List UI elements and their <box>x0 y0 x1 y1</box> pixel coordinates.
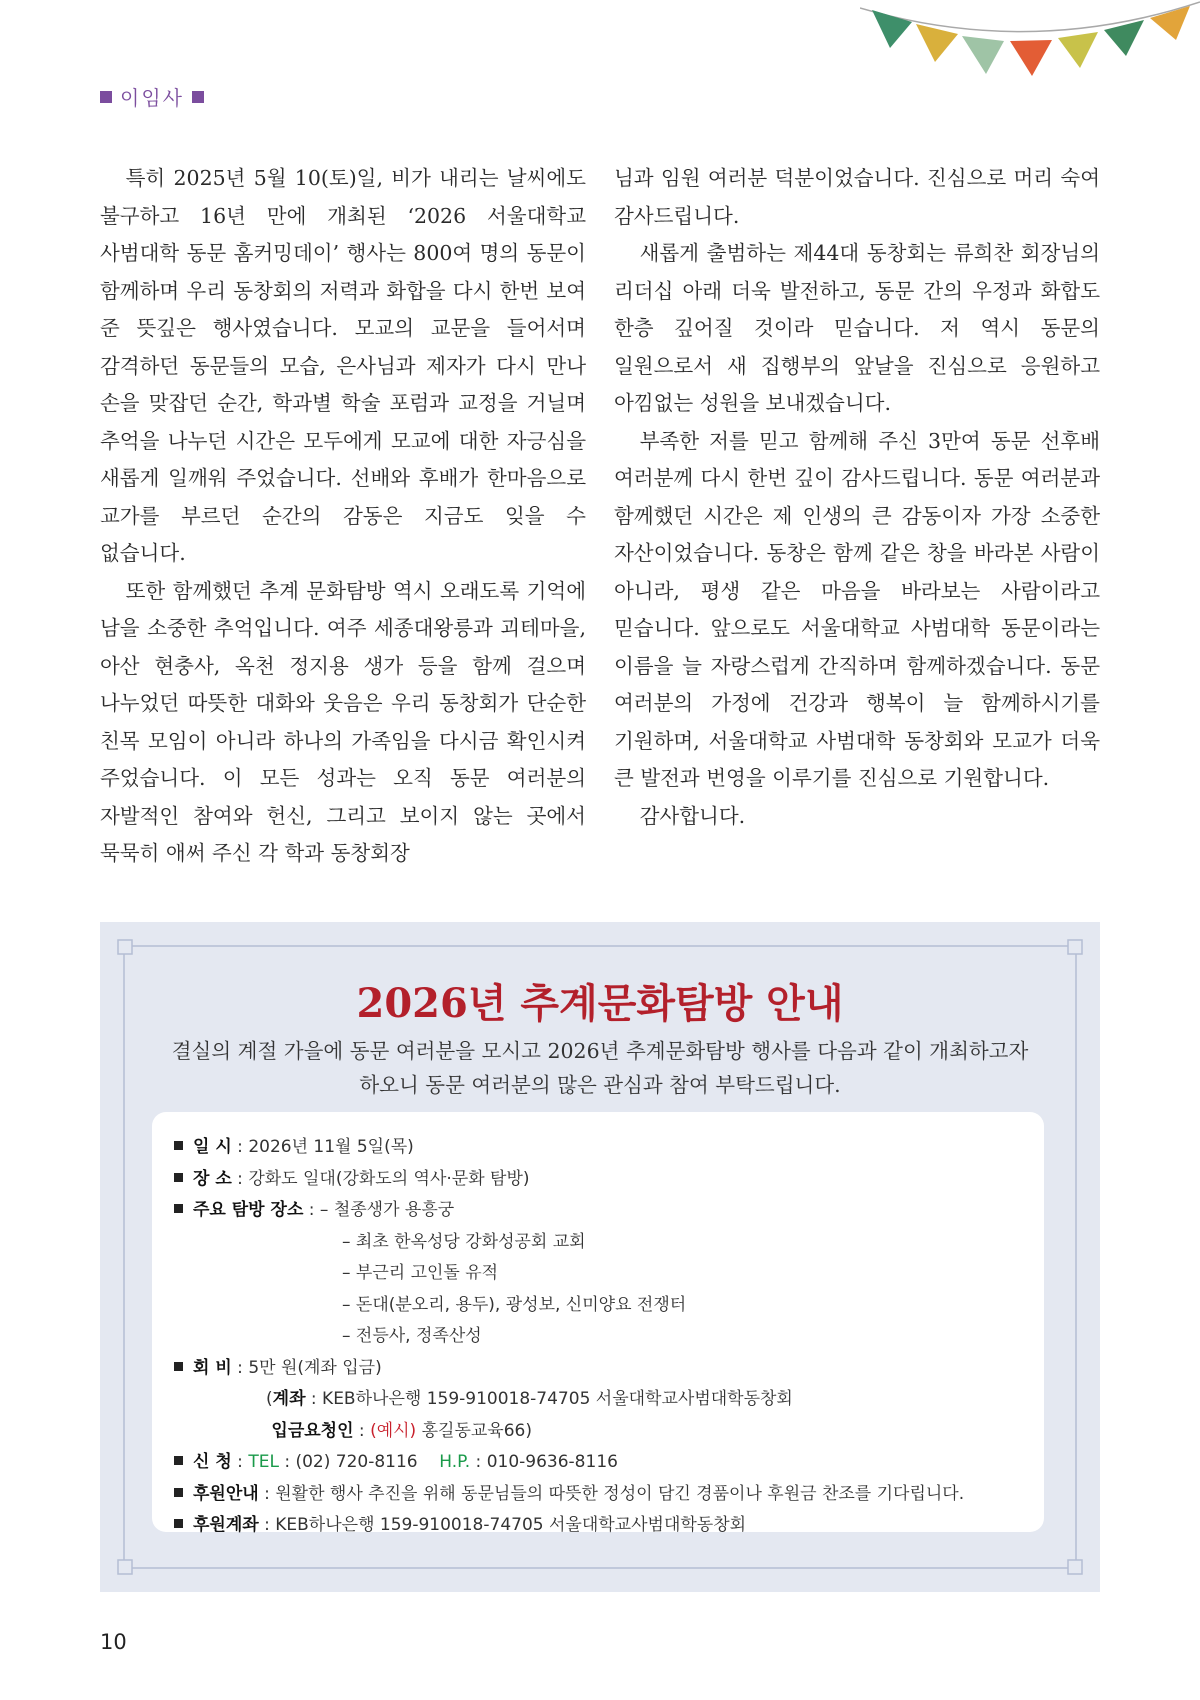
site-item: – 돈대(분오리, 용두), 광성보, 신미양요 전쟁터 <box>342 1294 687 1315</box>
tel-label: TEL <box>248 1452 279 1472</box>
notice-intro-line: 하오니 동문 여러분의 많은 관심과 참여 부탁드립니다. <box>359 1073 841 1097</box>
site-item-row <box>174 1290 1024 1322</box>
section-tag <box>100 82 204 111</box>
detail-row-apply: 신 청 : TEL : (02) 720-8116 H.P. : 010-9636-8116 <box>174 1447 1024 1479</box>
article-paragraph: 새롭게 출범하는 제44대 동창회는 류희찬 회장님의 리더십 아래 더욱 발전하고, 동문 간의 우정과 화합도 한층 깊어질 것이라 믿습니다. 저 역시 동문의 일원으로서 새 집행부의 앞날을 진심으로 응원하고 아낌없는 성원을 보내겠습니다. <box>614 241 1100 415</box>
notice-details-card <box>152 1112 1044 1535</box>
detail-row-fee: 회 비 : 5만 원(계좌 입금) <box>174 1353 1024 1385</box>
detail-label: 일 시 <box>193 1137 232 1157</box>
square-bullet-icon <box>174 1141 183 1150</box>
depositor-value: 홍길동교육66) <box>421 1420 532 1441</box>
site-item: – 철종생가 용흥궁 <box>319 1200 455 1220</box>
detail-row-place: 장 소 : 강화도 일대(강화도의 역사·문화 탐방) <box>174 1164 1024 1196</box>
article-right-column <box>614 160 1100 873</box>
site-item-row <box>174 1227 1024 1259</box>
article-paragraph: 부족한 저를 믿고 함께해 주신 3만여 동문 선후배 여러분께 다시 한번 깊이 감사드립니다. 동문 여러분과 함께했던 시간은 제 인생의 큰 감동이자 가장 소중한 자산이었습니다. 동창은 함께 같은 창을 바라본 사람이 아니라, 평생 같은 마음을 바라보는 사람이라고 믿습니다. 앞으로도 서울대학교 사범대학 동문이라는 이름을 늘 자랑스럽게 간직하며 함께하겠습니다. 동문 여러분의 가정에 건강과 행복이 늘 함께하시기를 기원하며, 서울대학교 사범대학 동창회와 모교가 더욱 큰 발전과 번영을 이루기를 진심으로 기원합니다. <box>614 428 1100 790</box>
closing-remark: 감사합니다. <box>639 803 746 828</box>
tag-square-left <box>100 91 112 103</box>
site-item: – 최초 한옥성당 강화성공회 교회 <box>342 1231 586 1252</box>
bunting-flags-decoration <box>860 0 1200 100</box>
detail-label: 주요 탐방 장소 <box>193 1200 304 1220</box>
page-number: 10 <box>100 1630 127 1654</box>
notice-details-list <box>174 1132 1024 1542</box>
depositor-label: 입금요청인 <box>271 1420 354 1441</box>
article-left-column <box>100 160 586 873</box>
detail-row-date: 일 시 : 2026년 11월 5일(목) <box>174 1132 1024 1164</box>
article-paragraph: 특히 2025년 5월 10(토)일, 비가 내리는 날씨에도 불구하고 16년 만에 개최된 ‘2026 서울대학교 사범대학 동문 홈커밍데이’ 행사는 800여 명의 동문이 함께하며 우리 동창회의 저력과 화합을 다시 한번 보여 준 뜻깊은 행사였습니다. 모교의 교문을 들어서며 감격하던 동문들의 모습, 은사님과 제자가 다시 만나 손을 맞잡던 순간, 학과별 학술 포럼과 교정을 거닐며 추억을 나누던 시간은 모두에게 모교에 대한 자긍심을 새롭게 일깨워 주었습니다. 선배와 후배가 한마음으로 교가를 부르던 순간의 감동은 지금도 잊을 수 없습니다. <box>100 166 586 565</box>
detail-value: 강화도 일대(강화도의 역사·문화 탐방) <box>248 1168 530 1189</box>
tel-value: (02) 720-8116 <box>295 1452 418 1472</box>
square-bullet-icon <box>174 1519 183 1528</box>
detail-label: 후원안내 <box>193 1483 259 1504</box>
site-item-row <box>174 1321 1024 1353</box>
detail-value: 2026년 11월 5일(목) <box>248 1137 414 1157</box>
detail-row-support-info: 후원안내 : 원활한 행사 추진을 위해 동문님들의 따뜻한 정성이 담긴 경품이나 후원금 찬조를 기다립니다. <box>174 1479 1024 1511</box>
detail-value: 원활한 행사 추진을 위해 동문님들의 따뜻한 정성이 담긴 경품이나 후원금 찬조를 기다립니다. <box>275 1483 965 1504</box>
detail-label: 신 청 <box>193 1452 232 1472</box>
detail-row-support-account: 후원계좌 : KEB하나은행 159-910018-74705 서울대학교사범대학동창회 <box>174 1510 1024 1542</box>
detail-label: 회 비 <box>193 1357 232 1378</box>
square-bullet-icon <box>174 1362 183 1371</box>
depositor-example: (예시) <box>370 1420 417 1441</box>
fee-depositor-row: 입금요청인 : (예시) 홍길동교육66) <box>271 1420 532 1441</box>
detail-value: KEB하나은행 159-910018-74705 서울대학교사범대학동창회 <box>275 1515 747 1535</box>
notice-intro <box>140 1034 1060 1102</box>
account-value: KEB하나은행 159-910018-74705 서울대학교사범대학동창회 <box>322 1389 793 1409</box>
square-bullet-icon <box>174 1456 183 1465</box>
detail-value: 5만 원(계좌 입금) <box>248 1357 382 1378</box>
detail-row-sites: 주요 탐방 장소 : – 철종생가 용흥궁 <box>174 1195 1024 1227</box>
article-paragraph: 님과 임원 여러분 덕분이었습니다. 진심으로 머리 숙여 감사드립니다. <box>614 166 1100 228</box>
site-item-row <box>174 1258 1024 1290</box>
detail-label: 후원계좌 <box>193 1515 259 1535</box>
square-bullet-icon <box>174 1173 183 1182</box>
square-bullet-icon <box>174 1204 183 1213</box>
site-item: – 부근리 고인돌 유적 <box>342 1263 499 1283</box>
site-item: – 전등사, 정족산성 <box>342 1326 482 1346</box>
hp-value: 010-9636-8116 <box>486 1452 618 1472</box>
notice-intro-line: 결실의 계절 가을에 동문 여러분을 모시고 2026년 추계문화탐방 행사를 다음과 같이 개최하고자 <box>171 1039 1029 1063</box>
account-label: 계좌 <box>272 1389 306 1409</box>
notice-box <box>100 922 1100 1592</box>
section-tag-label: 이임사 <box>120 86 184 110</box>
article-body <box>100 160 1100 873</box>
hp-label: H.P. <box>439 1452 471 1472</box>
article-paragraph: 또한 함께했던 추계 문화탐방 역시 오래도록 기억에 남을 소중한 추억입니다. 여주 세종대왕릉과 괴테마을, 아산 현충사, 옥천 정지용 생가 등을 함께 걸으며 나누었던 따뜻한 대화와 웃음은 우리 동창회가 단순한 친목 모임이 아니라 하나의 가족임을 다시금 확인시켜 주었습니다. 이 모든 성과는 오직 동문 여러분의 자발적인 참여와 헌신, 그리고 보이지 않는 곳에서 묵묵히 애써 주신 각 학과 동창회장 <box>100 578 586 865</box>
fee-account-row: (계좌 : KEB하나은행 159-910018-74705 서울대학교사범대학동창회 <box>266 1389 793 1409</box>
notice-title: 2026년 추계문화탐방 안내 <box>356 980 844 1027</box>
detail-label: 장 소 <box>193 1168 232 1189</box>
square-bullet-icon <box>174 1488 183 1497</box>
tag-square-right <box>192 91 204 103</box>
